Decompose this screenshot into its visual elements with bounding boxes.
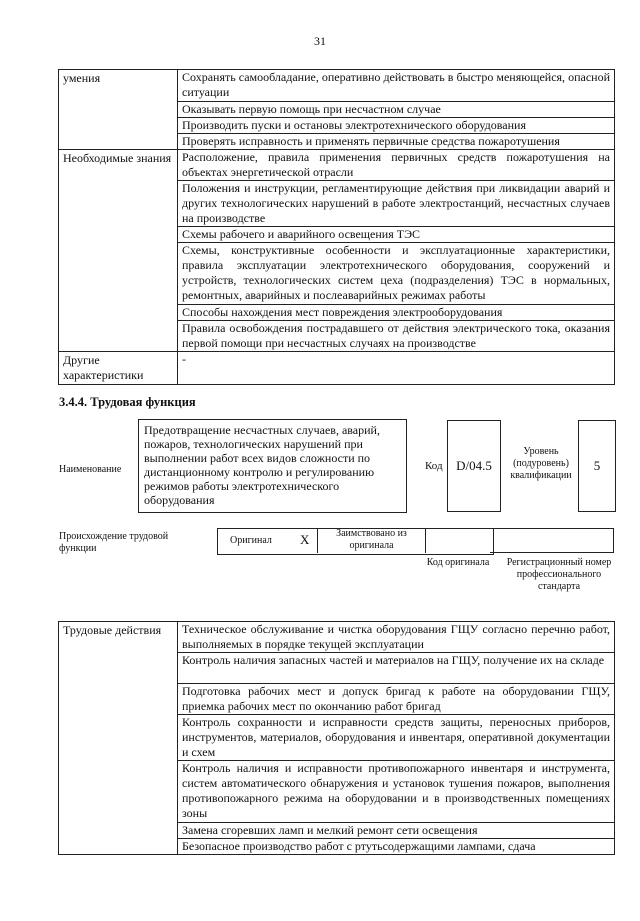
knowledge-item: Схемы рабочего и аварийного освещения ТЭС — [178, 227, 615, 243]
action-item: Контроль сохранности и исправности средств защиты, переносных приборов, инструментов, материалов, оборудования и инвентаря, оперативной документации и схем — [178, 715, 615, 761]
action-item: Замена сгоревших ламп и мелкий ремонт сети освещения — [178, 823, 615, 839]
borrowed-label: Заимствовано из оригинала — [318, 528, 426, 553]
labor-actions-table — [58, 621, 615, 855]
knowledge-item: Положения и инструкции, регламентирующие действия при ликвидации аварий и других технологических нарушений в работе электростанций, несчастных случаев на производстве — [178, 181, 615, 227]
knowledge-item: Способы нахождения мест повреждения электрооборудования — [178, 305, 615, 321]
row-label-skills: умения — [59, 70, 178, 150]
row-label-actions: Трудовые действия — [59, 622, 178, 855]
skill-item: Проверять исправность и применять первичные средства пожаротушения — [178, 134, 615, 150]
other-item: - — [178, 352, 615, 385]
action-item: Техническое обслуживание и чистка оборудования ГЩУ согласно перечню работ, выполняемых в порядке текущей эксплуатации — [178, 622, 615, 653]
row-label-other: Другие характеристики — [59, 352, 178, 385]
skill-item: Оказывать первую помощь при несчастном случае — [178, 102, 615, 118]
section-title: 3.4.4. Трудовая функция — [59, 395, 196, 409]
original-label: Оригинал — [230, 535, 272, 546]
level-label: Уровень (подуровень) квалификации — [510, 446, 572, 481]
action-item: Подготовка рабочих мест и допуск бригад к работе на оборудовании ГЩУ, приемка рабочих мест по окончанию работ бригад — [178, 684, 615, 715]
original-mark: X — [300, 532, 310, 547]
knowledge-item: Расположение, правила применения первичных средств пожаротушения на объектах энергетической отрасли — [178, 150, 615, 181]
action-item: Безопасное производство работ с ртутьсодержащими лампами, сдача — [178, 839, 615, 855]
row-label-knowledge: Необходимые знания — [59, 150, 178, 352]
code-label: Код — [425, 460, 443, 472]
level-box: 5 — [578, 420, 616, 512]
knowledge-item: Схемы, конструктивные особенности и эксплуатационные характеристики, правила эксплуатации электротехнического оборудования, сооружений и устройств, технологических систем цеха (подразделения) ТЭС в нормальных, ремонтных, аварийных и послеаварийных режимах работы — [178, 243, 615, 305]
knowledge-item: Правила освобождения пострадавшего от действия электрического тока, оказания первой помощи при несчастных случаях на производстве — [178, 321, 615, 352]
skill-item: Производить пуски и остановы электротехнического оборудования — [178, 118, 615, 134]
action-item: Контроль наличия и исправности противопожарного инвентаря и инструмента, систем автоматического обнаружения и установок тушения пожаров, выполнения противопожарного режима на оборудовании и в производственных помещениях зоны — [178, 761, 615, 823]
code-original-caption: Код оригинала — [426, 557, 490, 568]
skill-item: Сохранять самообладание, оперативно действовать в быстро меняющейся, опасной ситуации — [178, 70, 615, 102]
function-code-box: D/04.5 — [447, 420, 501, 512]
action-item: Контроль наличия запасных частей и материалов на ГЩУ, получение их на складе — [178, 653, 615, 684]
page-number: 31 — [314, 34, 326, 48]
function-name-box: Предотвращение несчастных случаев, аварий, пожаров, технологических нарушений при выполнении работ всех видов сложности по дистанционному контролю и регулированию режимов работы электротехнического оборудования — [138, 419, 407, 513]
reg-number-cell — [490, 528, 614, 553]
origin-label: Происхождение трудовой функции — [59, 531, 169, 554]
skills-knowledge-table — [58, 69, 615, 385]
name-label: Наименование — [59, 464, 122, 475]
reg-number-caption: Регистрационный номер профессионального стандарта — [506, 557, 612, 592]
